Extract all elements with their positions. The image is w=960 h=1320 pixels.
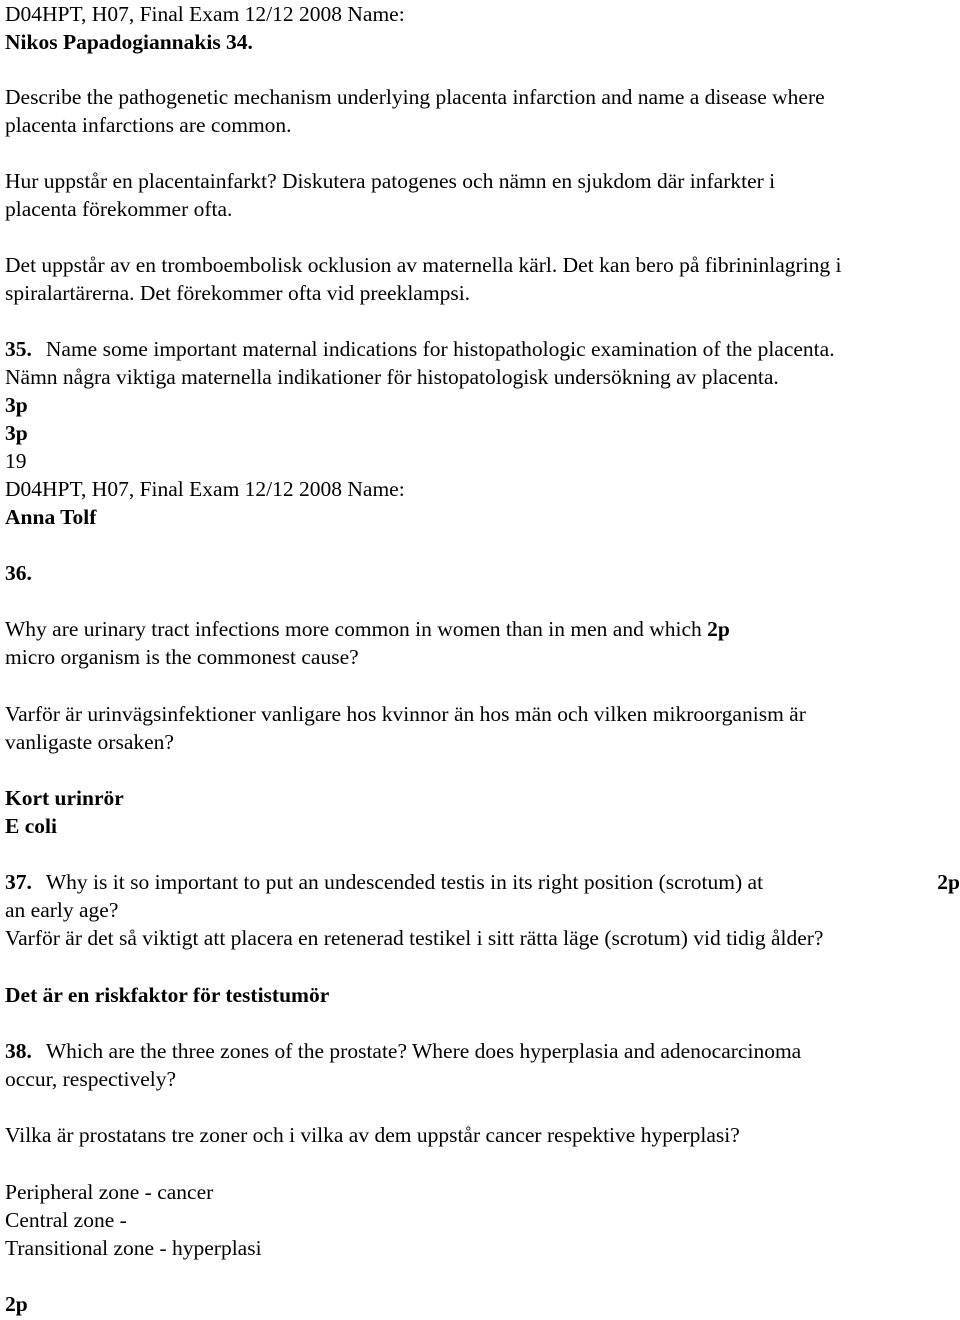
- question-37-en-text: Why is it so important to put an undescended testis in its right position (scrotum) at: [45, 870, 764, 894]
- question-38-en-line-1: [5, 1037, 801, 1065]
- points-badge: 3p: [5, 393, 28, 417]
- question-36-en-line-2: micro organism is the commonest cause?: [5, 645, 359, 669]
- question-36-sv-line-1: Varför är urinvägsinfektioner vanligare hos kvinnor än hos män och vilken mikroorganism är: [5, 702, 806, 726]
- question-38-sv: Vilka är prostatans tre zoner och i vilka av dem uppstår cancer respektive hyperplasi?: [5, 1123, 740, 1147]
- question-35-number: 35.: [5, 337, 32, 361]
- points-badge: 3p: [5, 421, 28, 445]
- answer-38-line-3: Transitional zone - hyperplasi: [5, 1236, 262, 1260]
- examiner-name: Nikos Papadogiannakis 34.: [5, 30, 253, 54]
- question-35-en: [5, 335, 835, 363]
- question-36-sv-line-2: vanligaste orsaken?: [5, 730, 174, 754]
- question-34-en-line-2: placenta infarctions are common.: [5, 113, 292, 137]
- answer-34-line-1: Det uppstår av en tromboembolisk ocklusion av maternella kärl. Det kan bero på fibrininlagring i: [5, 253, 842, 277]
- question-36-number: 36.: [5, 561, 32, 585]
- question-37-number: 37.: [5, 870, 32, 894]
- answer-38-line-1: Peripheral zone - cancer: [5, 1180, 214, 1204]
- question-34-sv-line-2: placenta förekommer ofta.: [5, 197, 233, 221]
- question-37-en-line-1: [5, 868, 763, 896]
- exam-header: D04HPT, H07, Final Exam 12/12 2008 Name:: [5, 2, 405, 26]
- points-badge: 2p: [707, 617, 730, 641]
- question-35-sv: Nämn några viktiga maternella indikationer för histopatologisk undersökning av placenta.: [5, 365, 779, 389]
- answer-34-line-2: spiralartärerna. Det förekommer ofta vid preeklampsi.: [5, 281, 471, 305]
- question-36-en-text: Why are urinary tract infections more common in women than in men and which: [5, 617, 702, 641]
- exam-header: D04HPT, H07, Final Exam 12/12 2008 Name:: [5, 477, 405, 501]
- question-34-en-line-1: Describe the pathogenetic mechanism underlying placenta infarction and name a disease where: [5, 85, 825, 109]
- question-38-number: 38.: [5, 1039, 32, 1063]
- examiner-name: Anna Tolf: [5, 505, 97, 529]
- question-37-sv: Varför är det så viktigt att placera en retenerad testikel i sitt rätta läge (scrotum) vid tidig ålder?: [5, 926, 824, 950]
- question-34-sv-line-1: Hur uppstår en placentainfarkt? Diskutera patogenes och nämn en sjukdom där infarkter i: [5, 169, 776, 193]
- question-38-en-line-2: occur, respectively?: [5, 1067, 177, 1091]
- page-number: 19: [5, 449, 27, 473]
- answer-36-line-1: Kort urinrör: [5, 786, 124, 810]
- points-badge: 2p: [5, 1292, 28, 1316]
- question-35-en-text: Name some important maternal indications for histopathologic examination of the placenta.: [45, 337, 835, 361]
- answer-38-line-2: Central zone -: [5, 1208, 127, 1232]
- question-36-en-line-1: [5, 615, 730, 643]
- points-badge: 2p: [937, 870, 960, 894]
- answer-36-line-2: E coli: [5, 814, 57, 838]
- answer-37: Det är en riskfaktor för testistumör: [5, 983, 330, 1007]
- question-37-en-line-2: an early age?: [5, 898, 119, 922]
- question-38-en-text: Which are the three zones of the prostate? Where does hyperplasia and adenocarcinoma: [45, 1039, 802, 1063]
